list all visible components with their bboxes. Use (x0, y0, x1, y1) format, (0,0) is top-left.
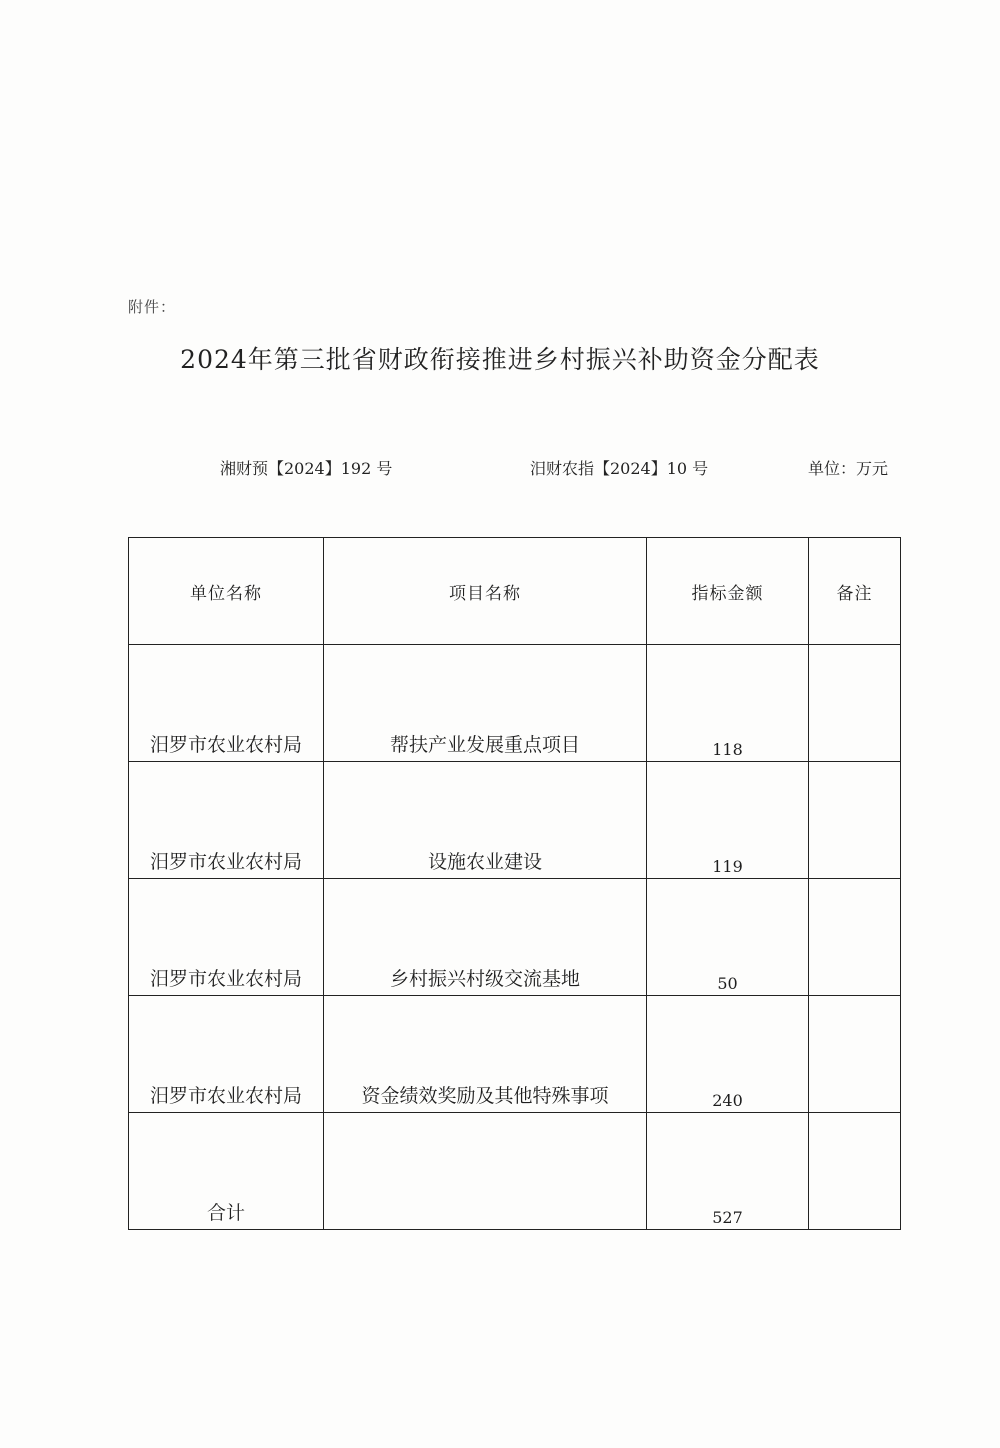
table-row (129, 996, 901, 1113)
table-header-row (129, 538, 901, 645)
cell-project: 乡村振兴村级交流基地 (324, 879, 647, 996)
header-unit-name: 单位名称 (129, 538, 324, 645)
header-project-name: 项目名称 (324, 538, 647, 645)
document-title: 2024年第三批省财政衔接推进乡村振兴补助资金分配表 (180, 345, 820, 374)
cell-amount: 119 (647, 762, 809, 879)
cell-unit: 汨罗市农业农村局 (129, 879, 324, 996)
table-row (129, 762, 901, 879)
header-remarks: 备注 (809, 538, 901, 645)
cell-amount: 118 (647, 645, 809, 762)
total-label: 合计 (129, 1113, 324, 1230)
total-remarks (809, 1113, 901, 1230)
allocation-table (128, 537, 901, 1230)
table-row (129, 645, 901, 762)
cell-unit: 汨罗市农业农村局 (129, 762, 324, 879)
cell-remarks (809, 996, 901, 1113)
cell-unit: 汨罗市农业农村局 (129, 645, 324, 762)
cell-remarks (809, 762, 901, 879)
cell-project: 帮扶产业发展重点项目 (324, 645, 647, 762)
table-row (129, 879, 901, 996)
total-amount: 527 (647, 1113, 809, 1230)
cell-amount: 50 (647, 879, 809, 996)
cell-project: 设施农业建设 (324, 762, 647, 879)
total-project (324, 1113, 647, 1230)
total-row (129, 1113, 901, 1230)
city-doc-number: 汨财农指【2024】10 号 (530, 459, 709, 478)
cell-remarks (809, 645, 901, 762)
provincial-doc-number: 湘财预【2024】192 号 (220, 459, 393, 478)
cell-unit: 汨罗市农业农村局 (129, 996, 324, 1113)
cell-project: 资金绩效奖励及其他特殊事项 (324, 996, 647, 1113)
cell-amount: 240 (647, 996, 809, 1113)
unit-label: 单位：万元 (808, 459, 889, 478)
attachment-label: 附件： (128, 298, 177, 316)
header-amount: 指标金额 (647, 538, 809, 645)
cell-remarks (809, 879, 901, 996)
